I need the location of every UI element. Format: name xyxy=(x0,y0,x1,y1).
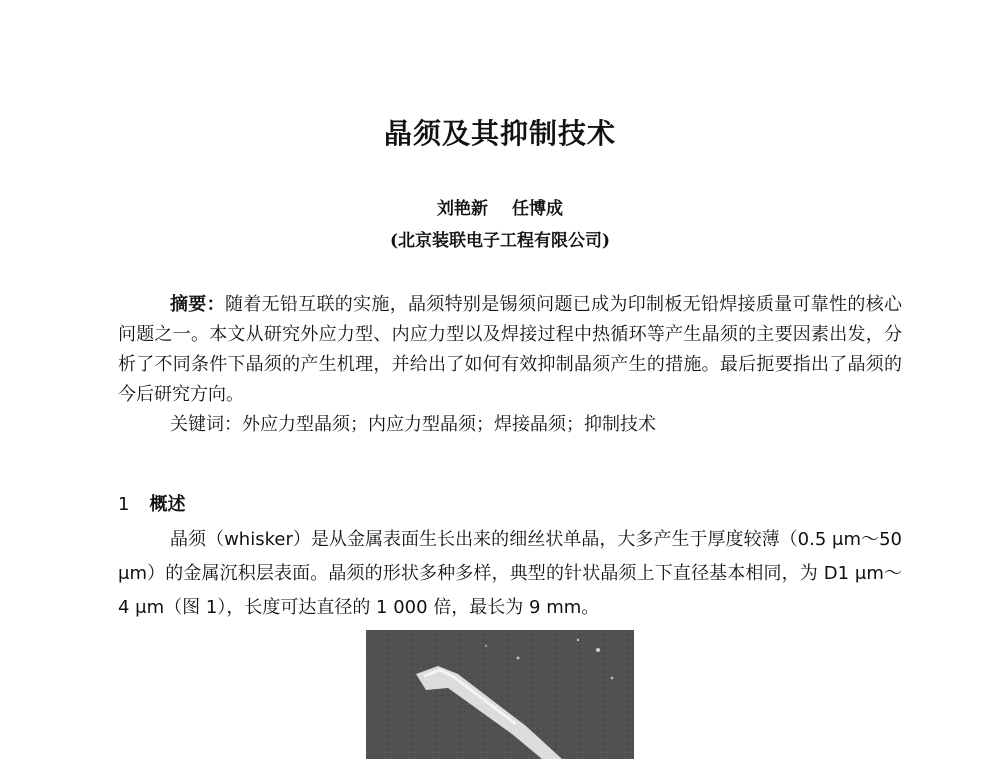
author-list xyxy=(0,194,1000,219)
section-heading xyxy=(118,490,185,516)
abstract-label: 摘要： xyxy=(170,294,225,315)
affiliation: (北京装联电子工程有限公司) xyxy=(389,231,611,251)
keywords-label: 关键词： xyxy=(170,414,242,435)
author-name: 任博成 xyxy=(512,199,563,219)
body-text: 晶须（whisker）是从金属表面生长出来的细丝状单晶，大多产生于厚度较薄（0.5 μm～50 μm）的金属沉积层表面。晶须的形状多种多样，典型的针状晶须上下直径基本相同，为 D1 μm～4 μm（图 1），长度可达直径的 1 000 倍，最长为 9 mm。 xyxy=(118,529,902,618)
abstract-block xyxy=(118,290,902,440)
keywords-text: 外应力型晶须；内应力型晶须；焊接晶须；抑制技术 xyxy=(242,414,656,435)
keywords-paragraph xyxy=(118,410,902,440)
abstract-paragraph xyxy=(118,290,902,410)
body-paragraph xyxy=(118,523,902,625)
whisker-micrograph xyxy=(366,630,634,759)
paper-title: 晶须及其抑制技术 xyxy=(383,117,616,150)
micrograph-image xyxy=(366,630,634,759)
section-title: 概述 xyxy=(149,494,186,515)
abstract-text: 随着无铅互联的实施，晶须特别是锡须问题已成为印制板无铅焊接质量可靠性的核心问题之一。本文从研究外应力型、内应力型以及焊接过程中热循环等产生晶须的主要因素出发，分析了不同条件下晶须的产生机理，并给出了如何有效抑制晶须产生的措施。最后扼要指出了晶须的今后研究方向。 xyxy=(118,294,903,405)
author-name: 刘艳新 xyxy=(437,199,488,219)
section-number: 1 xyxy=(118,494,130,515)
